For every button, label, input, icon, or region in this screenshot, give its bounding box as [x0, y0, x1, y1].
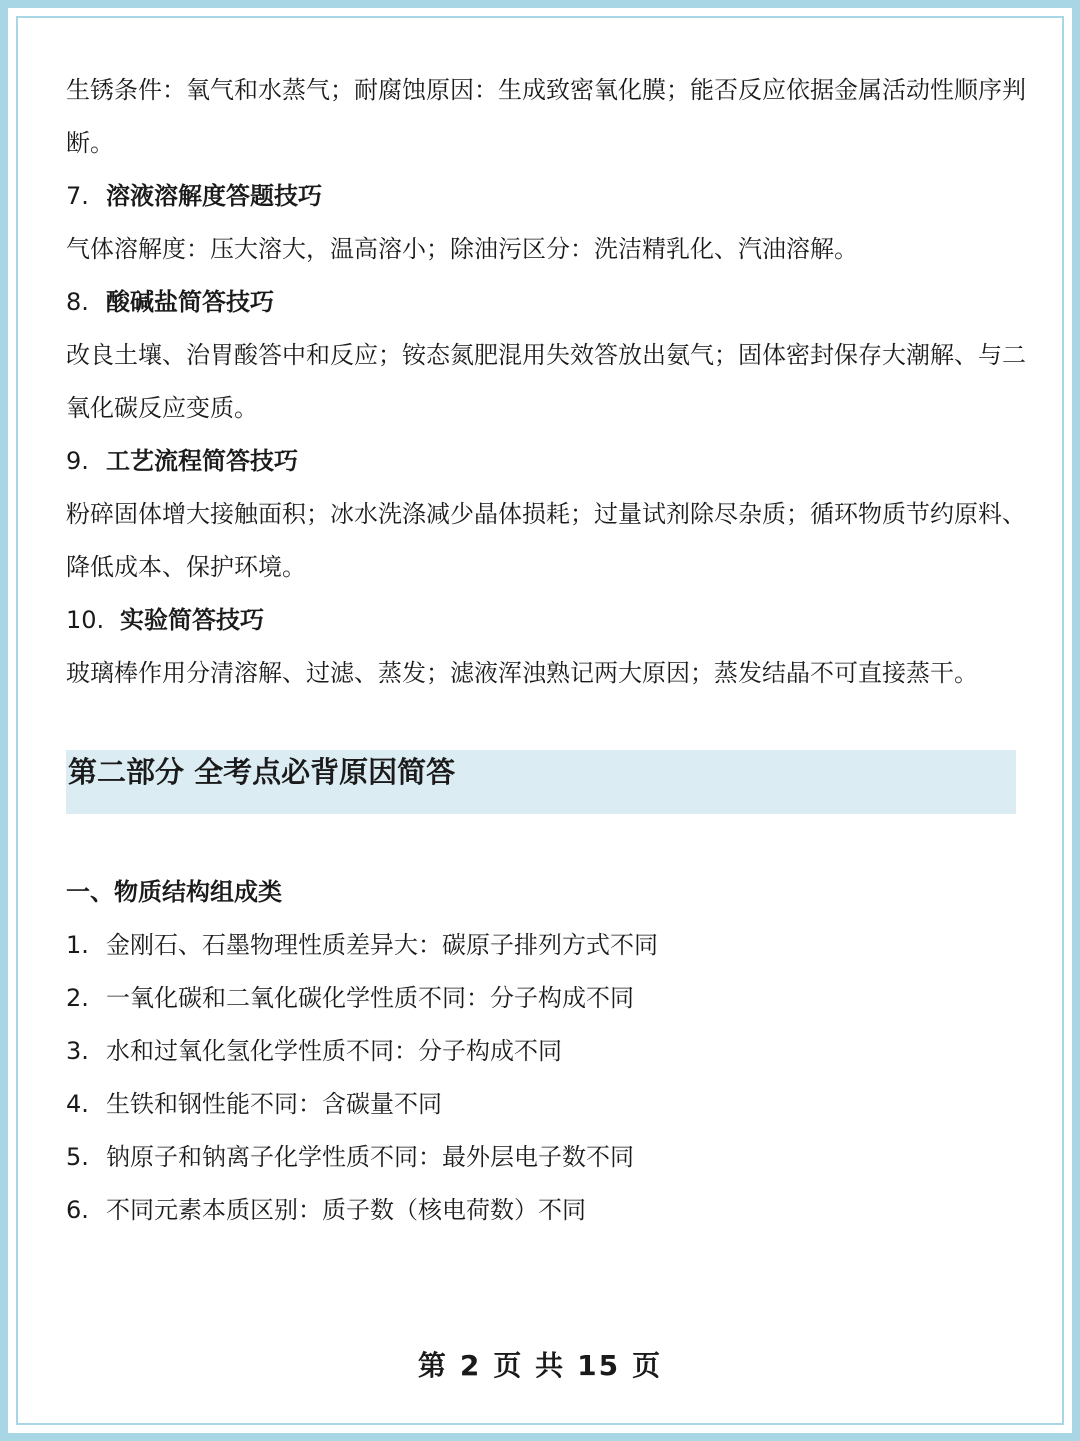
- tip-9: [66, 435, 1026, 594]
- item-number: 2.: [66, 984, 89, 1012]
- footer-suffix: 页: [632, 1349, 663, 1382]
- tip-heading: [66, 170, 1026, 223]
- tip-7: [66, 170, 1026, 276]
- tip-title: 溶液溶解度答题技巧: [106, 182, 322, 210]
- tip-title: 实验简答技巧: [120, 606, 264, 634]
- section-title-banner: 第二部分 全考点必背原因简答: [66, 750, 1016, 814]
- item-number: 4.: [66, 1090, 89, 1118]
- tip-number: 9.: [66, 447, 89, 475]
- item-number: 3.: [66, 1037, 89, 1065]
- tip-body: 改良土壤、治胃酸答中和反应；铵态氮肥混用失效答放出氨气；固体密封保存大潮解、与二氧化碳反应变质。: [66, 341, 1026, 422]
- list-item: [66, 919, 1026, 972]
- tip-body: 粉碎固体增大接触面积；冰水洗涤减少晶体损耗；过量试剂除尽杂质；循环物质节约原料、降低成本、保护环境。: [66, 500, 1026, 581]
- item-text: 钠原子和钠离子化学性质不同：最外层电子数不同: [106, 1143, 634, 1171]
- item-number: 6.: [66, 1196, 89, 1224]
- tip-title: 酸碱盐简答技巧: [106, 288, 274, 316]
- tip-number: 10.: [66, 606, 105, 634]
- page-footer: [8, 1344, 1072, 1384]
- tip-8: [66, 276, 1026, 435]
- intro-paragraph: 生锈条件：氧气和水蒸气；耐腐蚀原因：生成致密氧化膜；能否反应依据金属活动性顺序判断。: [66, 76, 1026, 157]
- list-item: [66, 1025, 1026, 1078]
- item-text: 生铁和钢性能不同：含碳量不同: [106, 1090, 442, 1118]
- list-item: [66, 1078, 1026, 1131]
- tip-heading: [66, 435, 1026, 488]
- tip-10: [66, 594, 1026, 700]
- footer-page-number: 2: [459, 1349, 482, 1382]
- tip-number: 8.: [66, 288, 89, 316]
- footer-total-pages: 15: [577, 1349, 621, 1382]
- footer-middle: 页 共: [493, 1349, 566, 1382]
- list-item: [66, 972, 1026, 1025]
- item-text: 金刚石、石墨物理性质差异大：碳原子排列方式不同: [106, 931, 658, 959]
- tip-heading: [66, 594, 1026, 647]
- tip-heading: [66, 276, 1026, 329]
- item-text: 不同元素本质区别：质子数（核电荷数）不同: [106, 1196, 586, 1224]
- page-content: [66, 64, 1026, 1237]
- sub-heading: 一、物质结构组成类: [66, 878, 282, 906]
- reason-list: [66, 919, 1026, 1237]
- tip-body: 气体溶解度：压大溶大，温高溶小；除油污区分：洗洁精乳化、汽油溶解。: [66, 235, 858, 263]
- item-number: 5.: [66, 1143, 89, 1171]
- tip-title: 工艺流程简答技巧: [106, 447, 298, 475]
- list-item: [66, 1131, 1026, 1184]
- tip-body: 玻璃棒作用分清溶解、过滤、蒸发；滤液浑浊熟记两大原因；蒸发结晶不可直接蒸干。: [66, 659, 978, 687]
- item-number: 1.: [66, 931, 89, 959]
- item-text: 水和过氧化氢化学性质不同：分子构成不同: [106, 1037, 562, 1065]
- footer-prefix: 第: [417, 1349, 448, 1382]
- list-item: [66, 1184, 1026, 1237]
- tip-number: 7.: [66, 182, 89, 210]
- item-text: 一氧化碳和二氧化碳化学性质不同：分子构成不同: [106, 984, 634, 1012]
